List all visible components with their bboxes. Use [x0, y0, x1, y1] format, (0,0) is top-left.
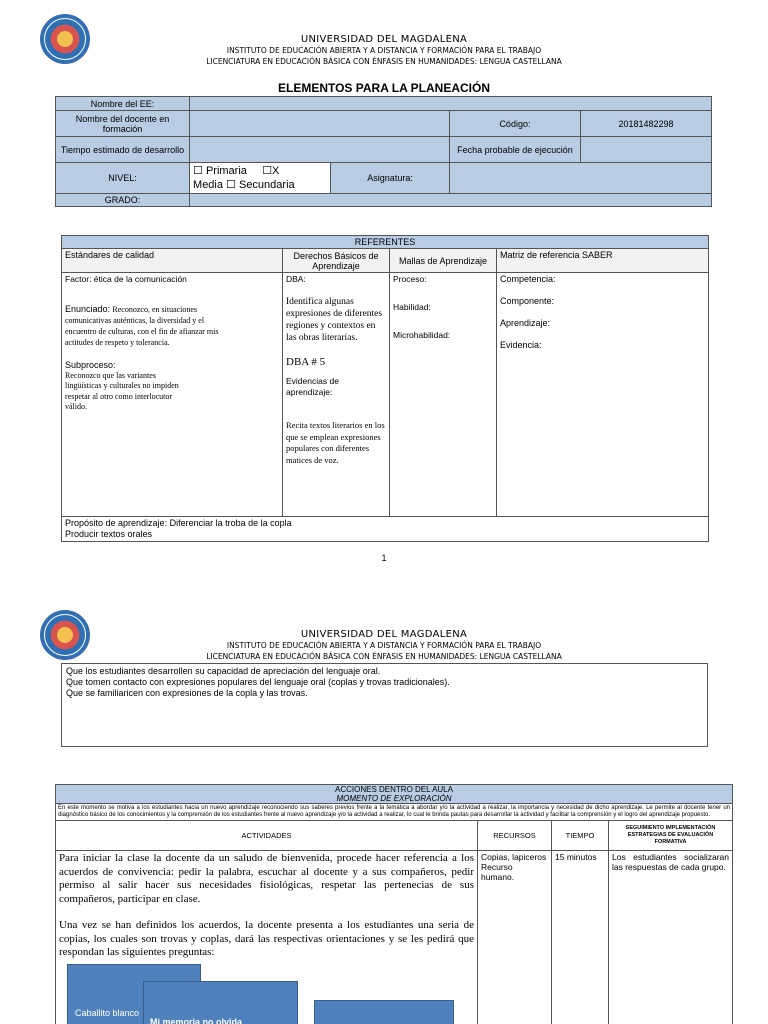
nivel-primaria[interactable]: ☐ Primaria: [193, 165, 247, 177]
institute-name-2: INSTITUTO DE EDUCACIÓN ABIERTA Y A DISTANCIA Y FORMACIÓN PARA EL TRABAJO: [226, 641, 542, 650]
copla-card-2: [143, 981, 298, 1024]
aprendizaje-label: Aprendizaje:: [500, 318, 551, 328]
evidencias-text: Recita textos literarios en los que se emplean expresiones populares con diferentes matices de voz.: [286, 420, 385, 465]
program-name: LICENCIATURA EN EDUCACIÓN BÁSICA CON ÉNFASIS EN HUMANIDADES: LENGUA CASTELLANA: [206, 57, 562, 66]
recursos-cell: Copias, lapiceros Recurso humano.: [478, 851, 552, 1024]
grado-label: GRADO:: [56, 194, 190, 207]
codigo-label: Código:: [449, 111, 580, 137]
tiempo-cell: 15 minutos: [552, 851, 609, 1024]
dba-cell: [283, 273, 390, 517]
mallas-cell: [390, 273, 497, 517]
microhabilidad-label: Microhabilidad:: [393, 330, 451, 340]
dba-label: DBA:: [286, 274, 306, 284]
fecha-label: Fecha probable de ejecución: [449, 137, 580, 163]
momento-desc: En este momento se motiva a los estudiantes hacia un nuevo aprendizaje reconociendo sus saberes previos frente a la temática a abordar y/o la actividad a realizar, la importancia y necesidad de dicho aprendizaje. Le permite al docente tener un diagnóstico básico de los conocimientos y la comprensión de los estudiantes frente al nuevo aprendizaje y/o la actividad a realizar, lo cual le brinda pautas para desarrollar la actividad y facilitar la comprensión y el logro del aprendizaje propuesto.: [56, 804, 733, 821]
producir-text: Producir textos orales: [65, 529, 153, 539]
objetivos-box: [61, 663, 708, 747]
competencia-label: Competencia:: [500, 274, 556, 284]
institute-name: INSTITUTO DE EDUCACIÓN ABIERTA Y A DISTANCIA Y FORMACIÓN PARA EL TRABAJO: [226, 46, 542, 55]
actividad-parrafo-2: Una vez se han definidos los acuerdos, la docente presenta a los estudiantes una seria de copias, los cuales son trovas y coplas, dará las respectivas orientaciones y se les pedirá que respondan las siguientes preguntas:: [59, 919, 474, 958]
objetivo-2: Que tomen contacto con expresiones populares del lenguaje oral (coplas y trovas tradicionales).: [66, 677, 450, 687]
proposito-cell: [62, 517, 709, 542]
subproceso-text: Reconozco que las variantes lingüísticas y culturales no impiden respetar al otro como interlocutor válido.: [65, 370, 179, 411]
nivel-options[interactable]: [190, 163, 331, 194]
nivel-x[interactable]: ☐X: [262, 165, 280, 177]
col-tiempo: TIEMPO: [552, 821, 609, 851]
objetivo-3: Que se familiaricen con expresiones de la copla y las trovas.: [66, 688, 308, 698]
acciones-title: [56, 785, 733, 804]
asignatura-label: Asignatura:: [331, 163, 450, 194]
col-dba: Derechos Básicos de Aprendizaje: [283, 249, 390, 273]
subproceso-label: Subproceso:: [65, 360, 116, 370]
referentes-table: [61, 235, 709, 542]
seguimiento-cell: Los estudiantes socializaran las respuestas de cada grupo.: [609, 851, 733, 1024]
page-title: ELEMENTOS PARA LA PLANEACIÓN: [277, 81, 490, 95]
proceso-label: Proceso:: [393, 274, 427, 284]
dba-number: DBA # 5: [286, 356, 326, 368]
enunciado-text: Reconozco, en situaciones comunicativas auténticas, la diversidad y el encuentro de culturas, con el fin de afianzar mis actitudes de respeto y tolerancia.: [65, 305, 219, 347]
nivel-media: Media: [193, 179, 223, 191]
acciones-title-text: ACCIONES DENTRO DEL AULA: [335, 785, 453, 794]
momento-title: MOMENTO DE EXPLORACIÓN: [336, 794, 452, 803]
university-name-2: UNIVERSIDAD DEL MAGDALENA: [300, 629, 468, 640]
col-recursos: RECURSOS: [478, 821, 552, 851]
col-estandares: Estándares de calidad: [62, 249, 283, 273]
tiempo-field[interactable]: [190, 137, 450, 163]
nivel-label: NIVEL:: [56, 163, 190, 194]
evidencias-label: Evidencias de aprendizaje:: [286, 376, 339, 397]
col-seguimiento: SEGUIMIENTO IMPLEMENTACIÓN ESTRATEGIAS DE EVALUACIÓN FORMATIVA: [609, 821, 733, 851]
planning-form: [55, 96, 712, 207]
dba-text: Identifica algunas expresiones de diferentes regiones y contextos en las obras literarias.: [286, 297, 383, 343]
fecha-field[interactable]: [580, 137, 711, 163]
card-1-title: Caballito blanco: [75, 1008, 140, 1018]
ee-field[interactable]: [190, 97, 712, 111]
grado-field[interactable]: [190, 194, 712, 207]
habilidad-label: Habilidad:: [393, 302, 431, 312]
acciones-section: [55, 784, 733, 1024]
enunciado-label: Enunciado:: [65, 304, 111, 314]
factor-text: Factor: ética de la comunicación: [65, 274, 187, 284]
university-name: UNIVERSIDAD DEL MAGDALENA: [300, 34, 468, 45]
proposito-text: Propósito de aprendizaje: Diferenciar la troba de la copla: [65, 518, 292, 528]
docente-field[interactable]: [190, 111, 450, 137]
col-saber: Matriz de referencia SABER: [497, 249, 709, 273]
card-2-title: Mi memoria no olvida: [150, 1017, 243, 1024]
nivel-secundaria[interactable]: ☐ Secundaria: [226, 179, 295, 191]
col-mallas: Mallas de Aprendizaje: [390, 249, 497, 273]
page1-header: [0, 34, 768, 67]
componente-label: Componente:: [500, 296, 555, 306]
evidencia-label: Evidencia:: [500, 340, 542, 350]
saber-cell: [497, 273, 709, 517]
asignatura-field[interactable]: [449, 163, 711, 194]
page-number: 1: [381, 553, 387, 563]
actividad-parrafo-1: Para iniciar la clase la docente da un saludo de bienvenida, procede hacer referencia a los acuerdos de convivencia: pedir la palabra, escuchar al docente y a sus compañeros, pedir permiso al salir hacer sus necesidades fisiológicas, respetar las pertenecias de sus compañeros, participar en clase.: [59, 852, 474, 905]
objetivo-1: Que los estudiantes desarrollen su capacidad de apreciación del lenguaje oral.: [66, 666, 381, 676]
tiempo-label: Tiempo estimado de desarrollo: [56, 137, 190, 163]
page2-header: [0, 629, 768, 662]
docente-label: Nombre del docente en formación: [56, 111, 190, 137]
referentes-title: REFERENTES: [62, 236, 709, 249]
ee-label: Nombre del EE:: [56, 97, 190, 111]
codigo-value: 20181482298: [580, 111, 711, 137]
program-name-2: LICENCIATURA EN EDUCACIÓN BÁSICA CON ÉNFASIS EN HUMANIDADES: LENGUA CASTELLANA: [206, 652, 562, 661]
estandares-cell: [62, 273, 283, 517]
copla-card-3: [314, 1000, 454, 1024]
col-actividades: ACTIVIDADES: [56, 821, 478, 851]
